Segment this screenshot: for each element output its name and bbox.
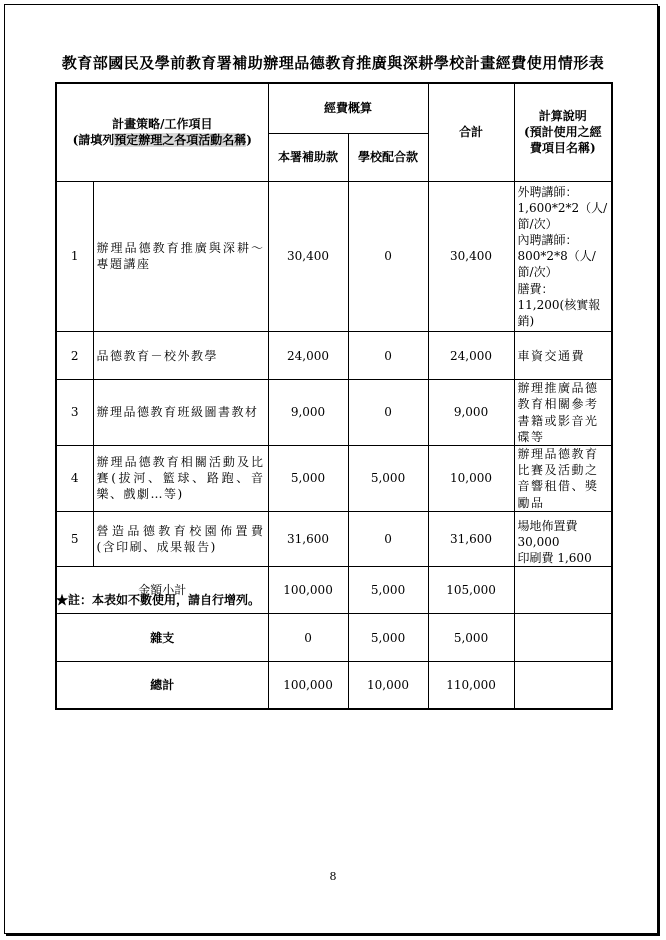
table-row bbox=[56, 332, 612, 380]
item-subsidy: 31,600 bbox=[268, 511, 348, 567]
header-note-line1: 計算說明 bbox=[538, 108, 587, 123]
page-number: 8 bbox=[329, 870, 337, 883]
item-total: 24,000 bbox=[428, 332, 514, 380]
header-subsidy: 本署補助款 bbox=[268, 133, 348, 181]
item-name: 營造品德教育校園佈置費(含印刷、成果報告) bbox=[93, 511, 268, 567]
table-row bbox=[56, 445, 612, 511]
grand-total-label: 總計 bbox=[56, 662, 268, 709]
header-strategy-line2: (請填列預定辦理之各項活動名稱) bbox=[72, 133, 252, 148]
subtotal-note bbox=[514, 567, 612, 614]
grand-total-note bbox=[514, 662, 612, 709]
document-title: 教育部國民及學前教育署補助辦理品德教育推廣與深耕學校計畫經費使用情形表 bbox=[61, 54, 605, 72]
item-number: 5 bbox=[56, 511, 93, 567]
header-strategy-line1: 計畫策略/工作項目 bbox=[112, 117, 213, 132]
header-strategy bbox=[56, 83, 268, 181]
item-number: 3 bbox=[56, 380, 93, 446]
grand-total-subsidy: 100,000 bbox=[268, 662, 348, 709]
table-row bbox=[56, 181, 612, 332]
budget-table bbox=[55, 82, 613, 710]
item-total: 30,400 bbox=[428, 181, 514, 332]
header-total: 合計 bbox=[428, 83, 514, 181]
item-note: 辦理品德教育比賽及活動之音響租借、獎勵品 bbox=[514, 445, 612, 511]
misc-total: 5,000 bbox=[428, 614, 514, 662]
header-strategy-highlight: 預定辦理之各項活動名稱 bbox=[114, 133, 247, 148]
item-note: 場地佈置費 30,000 印刷費 1,600 bbox=[514, 511, 612, 567]
misc-subsidy: 0 bbox=[268, 614, 348, 662]
header-note bbox=[514, 83, 612, 181]
subtotal-label: 金額小計 bbox=[56, 567, 268, 614]
item-name: 辦理品德教育班級圖書教材 bbox=[93, 380, 268, 446]
item-total: 10,000 bbox=[428, 445, 514, 511]
item-match: 0 bbox=[348, 181, 428, 332]
item-name: 品德教育－校外教學 bbox=[93, 332, 268, 380]
item-match: 5,000 bbox=[348, 445, 428, 511]
subtotal-subsidy: 100,000 bbox=[268, 567, 348, 614]
misc-label: 雜支 bbox=[56, 614, 268, 662]
item-total: 31,600 bbox=[428, 511, 514, 567]
header-school-match: 學校配合款 bbox=[348, 133, 428, 181]
item-number: 1 bbox=[56, 181, 93, 332]
grand-total-total: 110,000 bbox=[428, 662, 514, 709]
item-subsidy: 9,000 bbox=[268, 380, 348, 446]
item-name: 辦理品德教育推廣與深耕～專題講座 bbox=[93, 181, 268, 332]
table-row bbox=[56, 380, 612, 446]
header-budget-group: 經費概算 bbox=[268, 83, 428, 133]
item-subsidy: 24,000 bbox=[268, 332, 348, 380]
grand-total-row bbox=[56, 662, 612, 709]
header-note-line3: 費項目名稱) bbox=[529, 141, 596, 156]
item-match: 0 bbox=[348, 380, 428, 446]
item-subsidy: 5,000 bbox=[268, 445, 348, 511]
misc-match: 5,000 bbox=[348, 614, 428, 662]
item-total: 9,000 bbox=[428, 380, 514, 446]
item-note: 外聘講師： 1,600*2*2（人/節/次） 內聘講師： 800*2*8（人/節/次） 膳費：11,200(核實報銷) bbox=[514, 181, 612, 332]
item-note: 車資交通費 bbox=[514, 332, 612, 380]
misc-note bbox=[514, 614, 612, 662]
item-number: 4 bbox=[56, 445, 93, 511]
item-subsidy: 30,400 bbox=[268, 181, 348, 332]
subtotal-total: 105,000 bbox=[428, 567, 514, 614]
item-match: 0 bbox=[348, 332, 428, 380]
item-name: 辦理品德教育相關活動及比賽(拔河、籃球、路跑、音樂、戲劇…等) bbox=[93, 445, 268, 511]
item-note: 辦理推廣品德教育相關參考書籍或影音光碟等 bbox=[514, 380, 612, 446]
header-note-line2: (預計使用之經 bbox=[523, 125, 602, 140]
grand-total-match: 10,000 bbox=[348, 662, 428, 709]
table-row bbox=[56, 511, 612, 567]
footnote: ★註：本表如不數使用，請自行增列。 bbox=[56, 593, 261, 607]
item-match: 0 bbox=[348, 511, 428, 567]
item-number: 2 bbox=[56, 332, 93, 380]
misc-row bbox=[56, 614, 612, 662]
subtotal-match: 5,000 bbox=[348, 567, 428, 614]
